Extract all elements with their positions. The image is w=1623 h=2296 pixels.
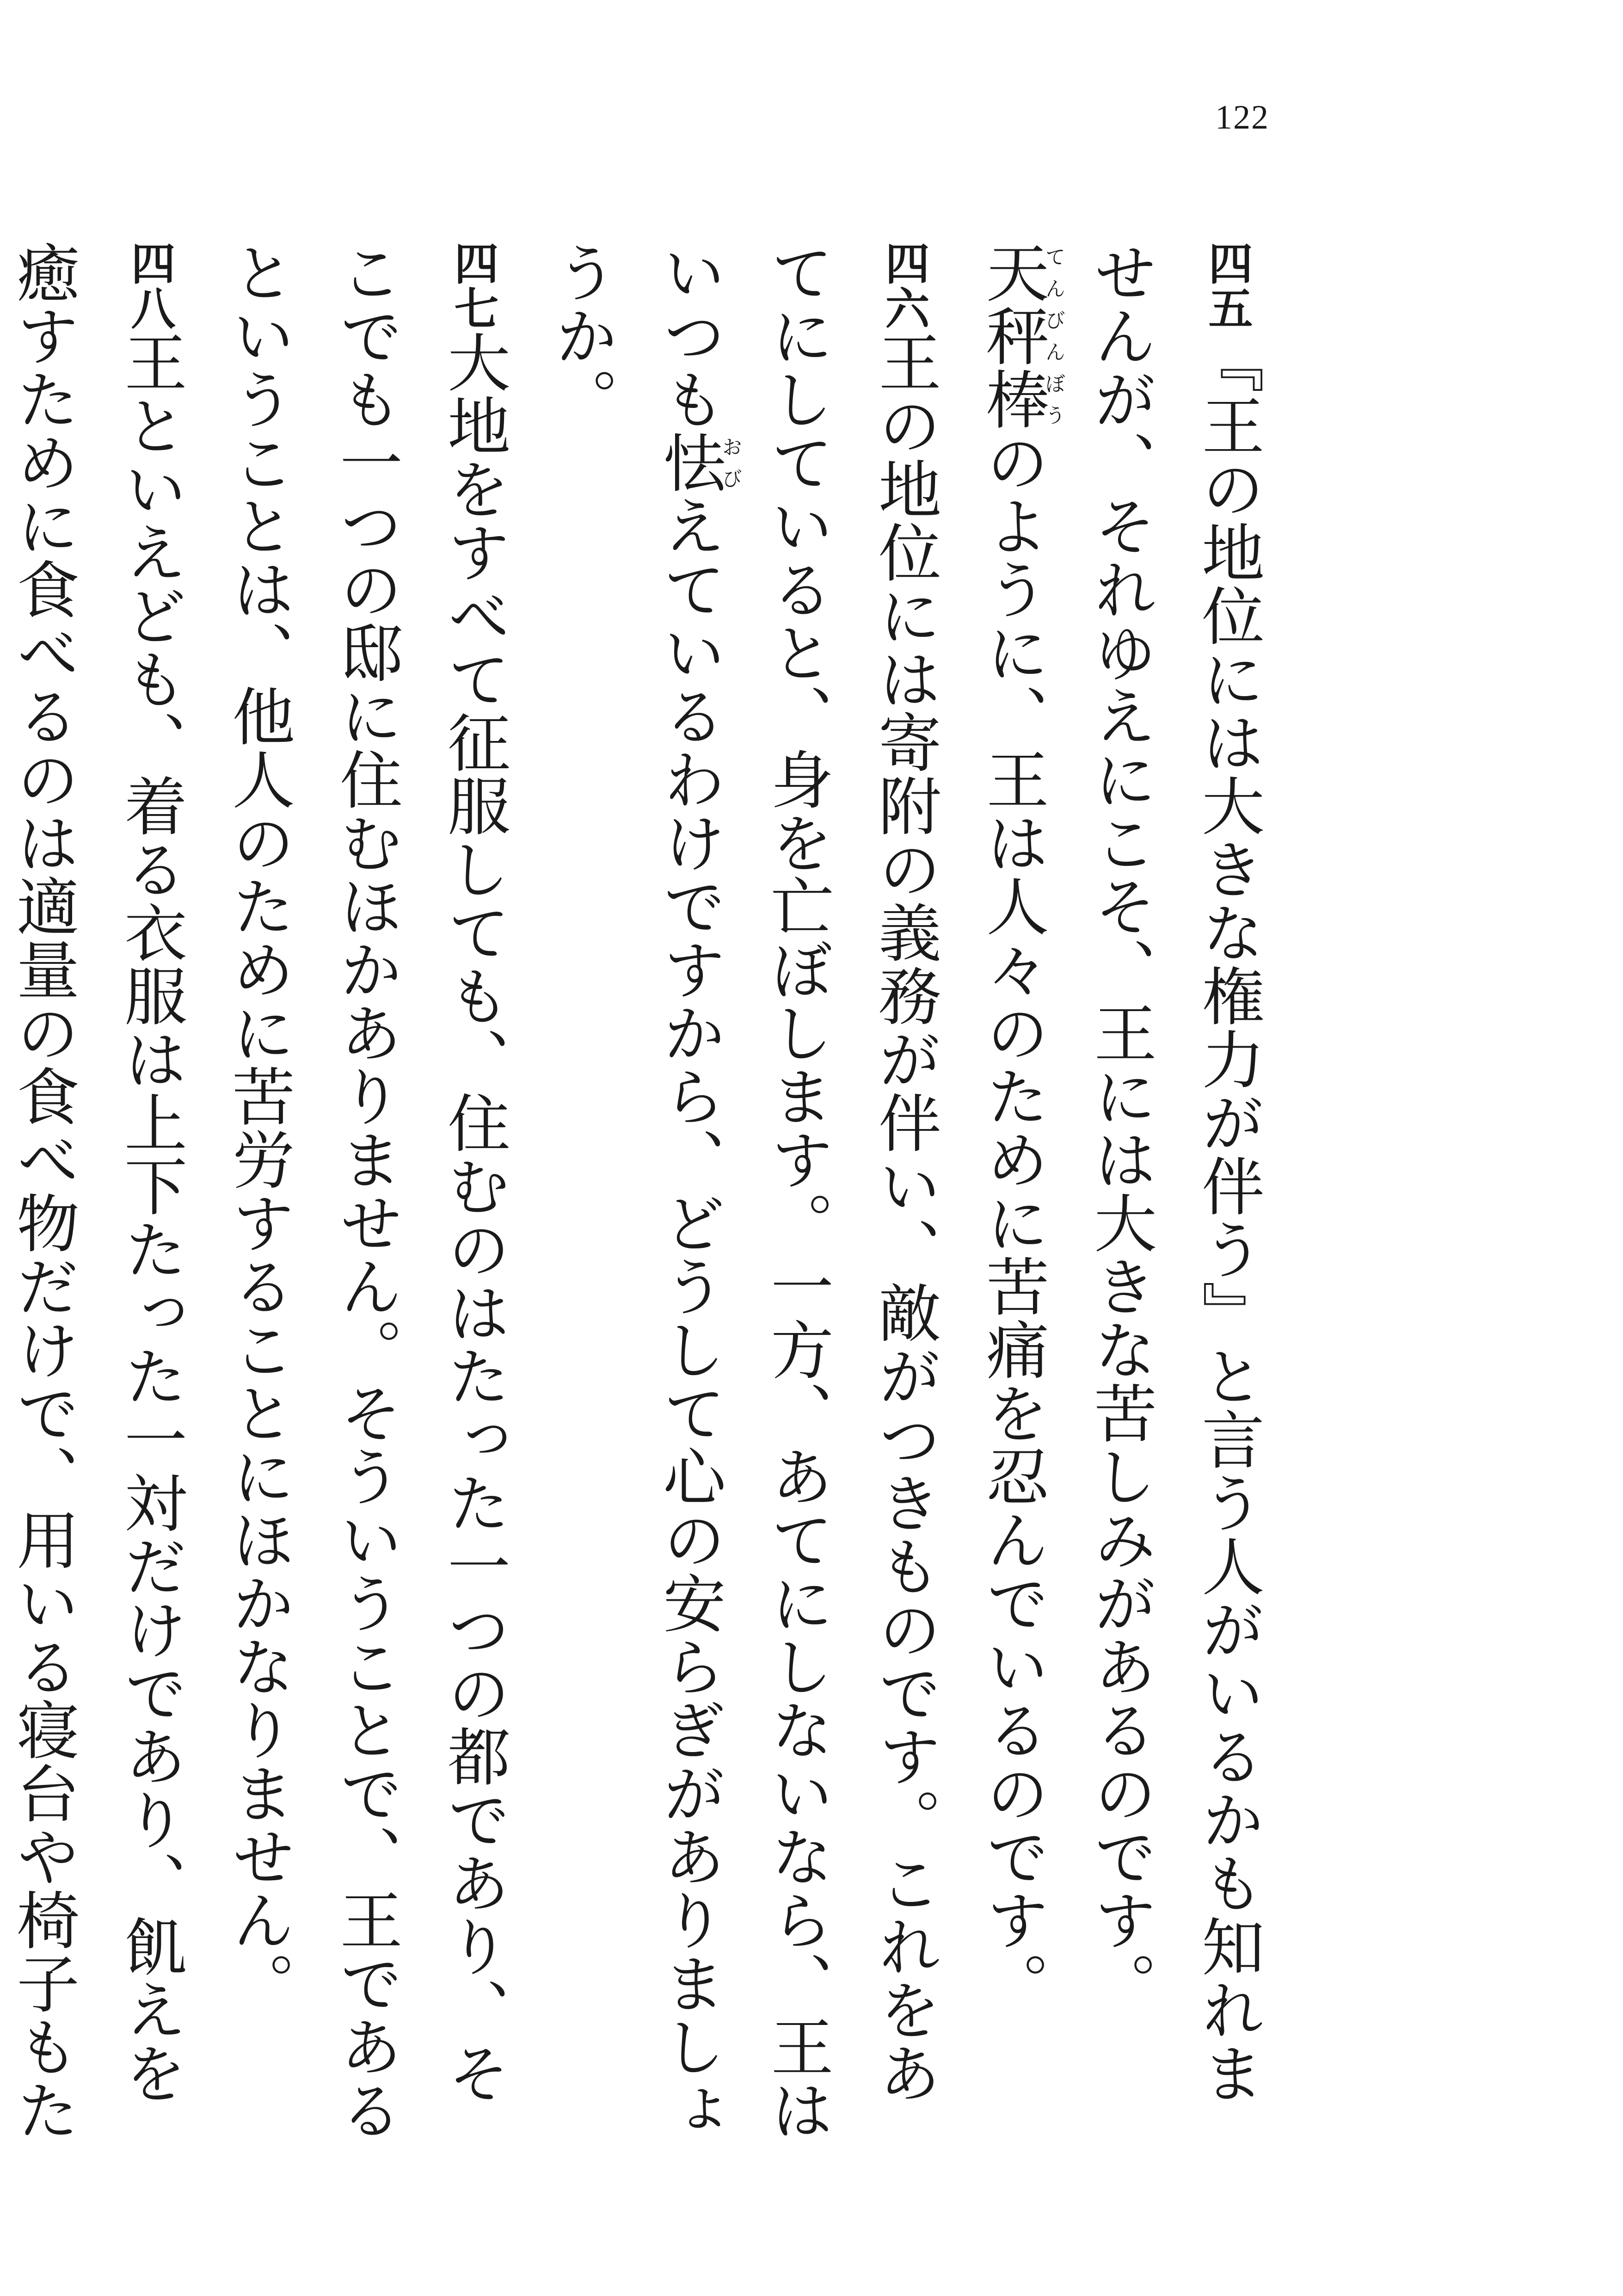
paragraph-46: [527, 241, 958, 2146]
text-segment: 王の地位には寄附の義務が伴い、敵がつきものです。これをあてにしていると、身を亡ぼします。一方、あてにしないなら、王はいつも: [652, 241, 941, 2142]
text-segment: のように、王は人々のために苦痛を忍んでいるのです。: [975, 431, 1048, 2015]
text-segment: 大地をすべて征服しても、住むのはたった一つの都であり、そこでも一つの邸に住むほかありません。そういうことで、王であるということは、他人のために苦労することにほかなりません。: [221, 241, 510, 2142]
page-number: 122: [1215, 99, 1269, 136]
paragraph-48: [0, 241, 203, 2146]
text-segment: えているわけですから、どうして心の安らぎがありましょうか。: [544, 241, 725, 2142]
text-segment: 『王の地位には大きな権力が伴う』と言う人がいるかも知れませんが、それゆえにこそ、王には大きな苦しみがあるのです。: [1083, 241, 1264, 2105]
text-segment: 王といえども、着る衣服は上下たった一対だけであり、飢えを癒すために食べるのは適量の食べ物だけで、用いる寝台や椅子もた: [6, 241, 186, 2142]
furigana-word: 天秤棒てんびんぼう: [975, 241, 1065, 431]
verse-number: 四五: [1201, 241, 1253, 330]
verse-number: 四八: [124, 241, 176, 330]
verse-number: 四六: [878, 241, 930, 330]
paragraph-47: [203, 241, 527, 2146]
body-text: [6, 241, 1281, 2146]
furigana-word: 怯おび: [652, 431, 742, 494]
verse-number: 四七: [447, 241, 499, 330]
paragraph-45: [958, 241, 1281, 2146]
